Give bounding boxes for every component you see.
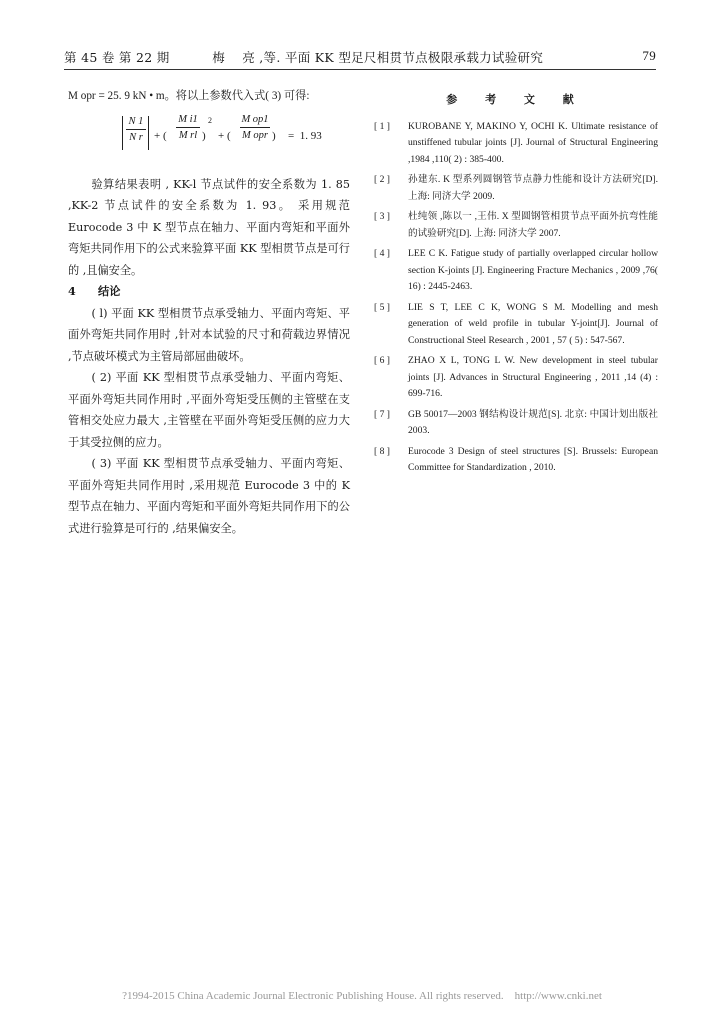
- reference-text: 杜纯领 ,陈以一 ,王伟. X 型圆钢管相贯节点平面外抗弯性能的试验研究[D]. 上海: 同济大学 2007.: [408, 211, 658, 239]
- frac-mi-numerator: M i1: [178, 113, 198, 125]
- reference-number: [ 3 ]: [374, 211, 390, 222]
- frac-mi-denominator: M rl: [178, 129, 198, 141]
- frac-mop-denominator: M opr: [242, 129, 268, 141]
- reference-text: LIE S T, LEE C K, WONG S M. Modelling and mesh generation of weld profile in tubular Y-joint[J]. Journal of Constructional Steel Research , 2001 , 57 ( 5) : 547-567.: [408, 301, 658, 346]
- frac-n-numerator: N 1: [128, 115, 144, 127]
- fraction-mi: [176, 112, 200, 143]
- fraction-n: [126, 114, 146, 145]
- running-header: [64, 48, 656, 68]
- reference-item: [374, 300, 658, 350]
- reference-text: ZHAO X L, TONG L W. New development in steel tubular joints [J]. Advances in Structural Engineering , 2011 ,14 (4) : 699-716.: [408, 355, 658, 399]
- equation-result: = 1. 93: [288, 129, 322, 142]
- page-number: 79: [642, 48, 656, 63]
- equation-3: [68, 110, 350, 168]
- reference-item: [374, 209, 658, 242]
- reference-number: [ 2 ]: [374, 174, 390, 185]
- reference-item: [374, 119, 658, 169]
- reference-item: [374, 353, 658, 403]
- reference-text: LEE C K. Fatigue study of partially overlapped circular hollow section K-joints [J]. Engineering Fracture Mechanics , 2009 ,76( 16) : 2445-2463.: [408, 248, 658, 292]
- reference-item: [374, 407, 658, 440]
- exponent-2: 2: [208, 115, 212, 125]
- reference-item: [374, 246, 658, 296]
- reference-text: 孙建东. K 型系列圆钢管节点静力性能和设计方法研究[D]. 上海: 同济大学 2009.: [408, 174, 658, 202]
- close-paren-2: ): [202, 129, 206, 142]
- section-heading: [68, 281, 350, 303]
- left-column: [68, 86, 350, 539]
- reference-item: [374, 172, 658, 205]
- reference-number: [ 8 ]: [374, 445, 390, 457]
- plus-open-1: + (: [154, 129, 167, 142]
- conclusion-3: ( 3) 平面 KK 型相贯节点承受轴力、平面内弯矩、平面外弯矩共同作用时 ,采用规范 Eurocode 3 中的 K 型节点在轴力、平面内弯矩和平面外弯矩共同作用下的公式进行验算是可行的 ,结果偏安全。: [68, 457, 350, 535]
- reference-text: Eurocode 3 Design of steel structures [S]. Brussels: European Committee for Standardization , 2010.: [408, 445, 658, 473]
- reference-item: [374, 444, 658, 477]
- fraction-mop: [240, 112, 270, 143]
- conclusion-2: ( 2) 平面 KK 型相贯节点承受轴力、平面内弯矩、平面外弯矩共同作用时 ,平面外弯矩受压侧的主管壁在支管相交处应力最大 ,主管壁在平面外弯矩受压侧的应力大于其受拉侧的应力。: [68, 371, 350, 449]
- formula-intro: M opr = 25. 9 kN • m。将以上参数代入式( 3) 可得:: [68, 90, 310, 102]
- abs-bar-right: [148, 116, 149, 150]
- frac-n-denominator: N r: [129, 131, 143, 143]
- reference-number: [ 6 ]: [374, 355, 390, 366]
- reference-text: GB 50017—2003 钢结构设计规范[S]. 北京: 中国计划出版社 2003.: [408, 408, 658, 436]
- section-number: 4: [68, 284, 76, 298]
- section-title: 结论: [98, 284, 121, 298]
- abs-bar-left: [122, 116, 123, 150]
- close-paren-3: ): [272, 129, 276, 142]
- header-rule: [64, 69, 656, 70]
- verification-paragraph: 验算结果表明 , KK-l 节点试件的安全系数为 1. 85 ,KK-2 节点试件的安全系数为 1. 93。 采用规范 Eurocode 3 中 K 型节点在轴力、平面内弯矩和平面外弯矩共同作用下的公式来验算平面 KK 型相贯节点是可行的 ,且偏安全。: [68, 177, 350, 277]
- plus-open-2: + (: [218, 129, 231, 142]
- conclusion-1: ( l) 平面 KK 型相贯节点承受轴力、平面内弯矩、平面外弯矩共同作用时 ,针对本试验的尺寸和荷载边界情况 ,节点破坏模式为主管局部屈曲破坏。: [68, 306, 350, 363]
- reference-text: KUROBANE Y, MAKINO Y, OCHI K. Ultimate resistance of unstiffened tubular joints [J]. Journal of Structural Engineering ,1984 ,110( 2) : 385-400.: [408, 120, 658, 165]
- references-column: [374, 92, 658, 481]
- reference-number: [ 5 ]: [374, 301, 390, 313]
- reference-number: [ 7 ]: [374, 408, 390, 420]
- copyright-footer: ?1994-2015 China Academic Journal Electronic Publishing House. All rights reserved. http://www.cnki.net: [122, 990, 602, 1002]
- frac-mop-numerator: M op1: [241, 113, 269, 125]
- reference-number: [ 1 ]: [374, 120, 390, 132]
- header-journal-info: 第 45 卷 第 22 期 梅 亮 ,等. 平面 KK 型足尺相贯节点极限承载力试验研究: [64, 50, 544, 65]
- references-title: 参 考 文 献: [446, 93, 586, 106]
- reference-number: [ 4 ]: [374, 248, 390, 259]
